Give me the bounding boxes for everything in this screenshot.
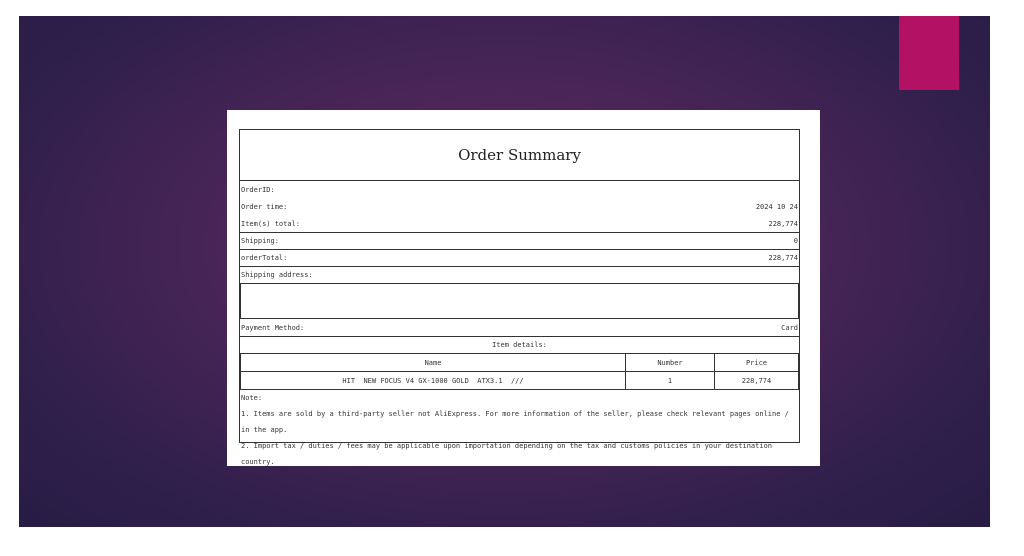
shipping-address-box: [240, 283, 799, 319]
order-summary-document: [227, 110, 820, 466]
item-name-cell: HIT NEW FOCUS V4 GX-1000 GOLD ATX3.1 ///: [241, 372, 626, 390]
header-number: Number: [626, 354, 715, 372]
order-time-value: 2024 10 24: [755, 202, 798, 211]
shipping-label: Shipping:: [241, 237, 279, 245]
order-id-row: [240, 181, 799, 198]
header-name: Name: [241, 354, 626, 372]
shipping-address-row: [240, 266, 799, 283]
items-total-label: Item(s) total:: [241, 219, 301, 228]
note-item: 1. Items are sold by a third-party seller not AliExpress. For more information of the seller, please check relevant pages online / in the app.: [241, 410, 789, 434]
slide-background: [19, 16, 990, 527]
notes-section: [240, 390, 799, 470]
items-table: [240, 353, 799, 390]
payment-method-row: [240, 319, 799, 336]
shipping-row: [240, 232, 799, 249]
payment-method-value: Card: [781, 323, 798, 332]
items-total-value: 228,774: [768, 219, 798, 228]
item-price-cell: 228,774: [715, 372, 799, 390]
order-id-label: OrderID:: [241, 185, 275, 194]
order-total-value: 228,774: [768, 254, 798, 262]
order-time-label: Order time:: [241, 202, 288, 211]
table-row: [241, 372, 799, 390]
payment-method-label: Payment Method:: [241, 323, 305, 332]
note-item: 2. Import tax / duties / fees may be applicable upon importation depending on the tax and customs policies in your destination country.: [241, 442, 773, 466]
shipping-value: 0: [793, 237, 798, 245]
note-label: Note:: [241, 394, 263, 402]
header-price: Price: [715, 354, 799, 372]
order-total-label: orderTotal:: [241, 254, 288, 262]
shipping-address-label: Shipping address:: [241, 271, 313, 279]
document-title: Order Summary: [240, 130, 799, 181]
items-total-row: [240, 215, 799, 232]
item-details-heading-row: [240, 336, 799, 353]
order-summary-frame: [239, 129, 800, 466]
accent-block: [899, 16, 959, 90]
item-details-heading: Item details:: [492, 341, 547, 349]
order-total-row: [240, 249, 799, 266]
order-time-row: [240, 198, 799, 215]
item-number-cell: 1: [626, 372, 715, 390]
items-table-header: [241, 354, 799, 372]
